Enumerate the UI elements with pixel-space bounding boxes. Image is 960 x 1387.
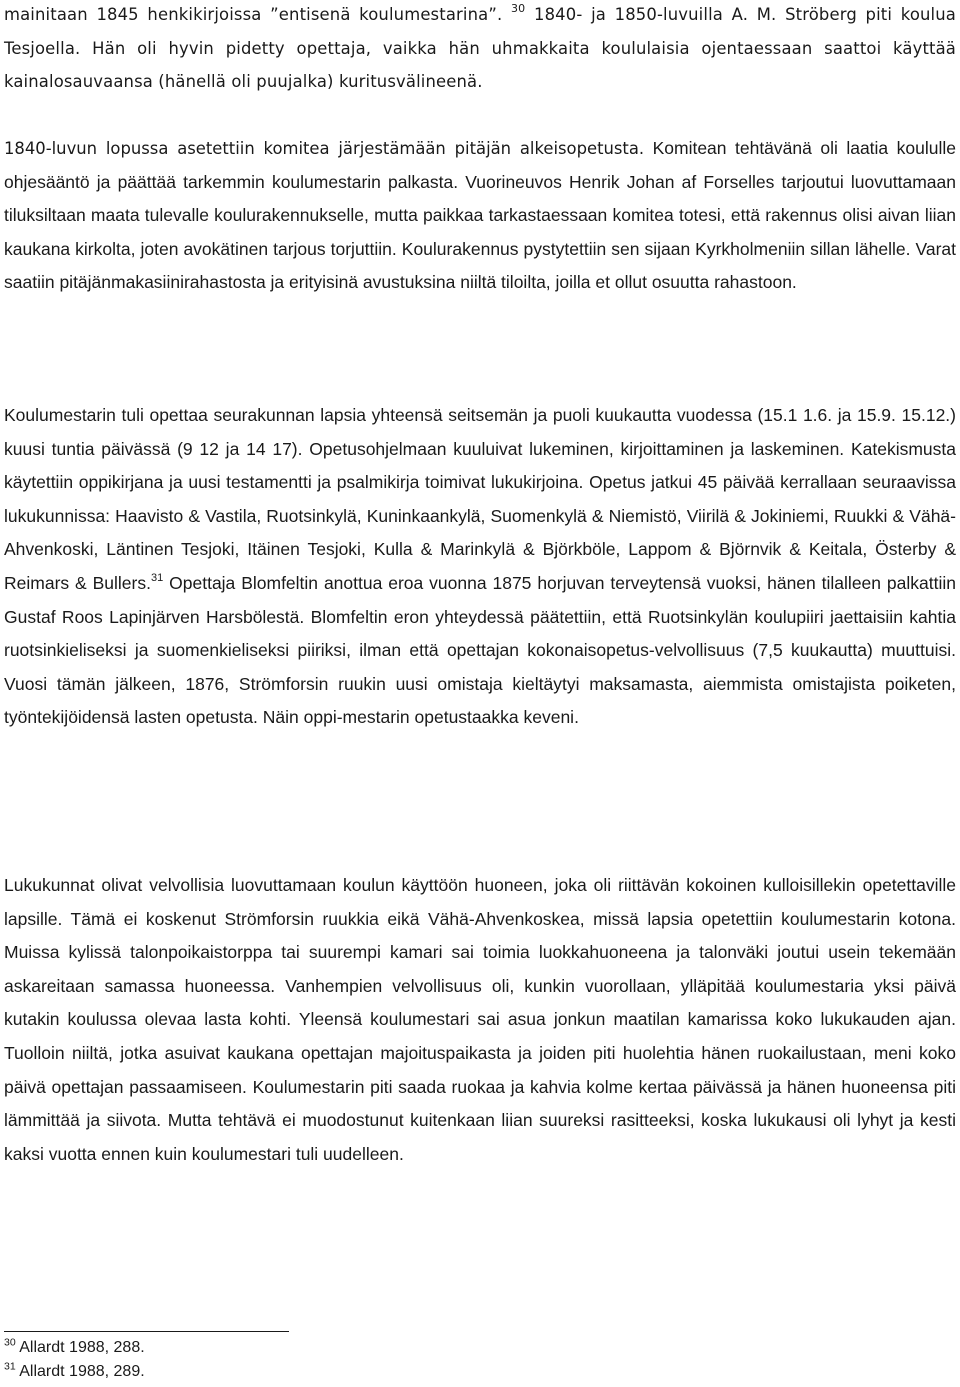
paragraph-3-text-start: Koulumestarin tuli opettaa seurakunnan lapsia yhteensä seitsemän ja puoli kuukautta vuodessa (15.1 1.6. ja 15.9. 15.12.) kuusi tuntia päivässä (9 12 ja 14 17). Opetusohjelmaan kuuluivat lukeminen, kirjoittaminen ja laskeminen. Katekismusta käytettiin oppikirjana ja uusi testamentti ja psalmikirja toimivat lukukirjoina. Opetus jatkui 45 päivää kerrallaan seuraavissa lukukunnissa: Haavisto & Vastila, Ruotsinkylä, Kuninkaankylä, Suomenkylä & Niemistö, Viirilä & Jokiniemi, Ruukki & Vähä-Ahvenkoski, Läntinen Tesjoki, Itäinen Tesjoki, Kulla & Marinkylä & Björkböle, Lappom & Björnvik & Keitala, Österby & Reimars & Bullers. <box>4 405 956 593</box>
paragraph-1-text-end: 1840- ja 1850-luvuilla A. M. Ströberg piti koulua Tesjoella. Hän oli hyvin pidetty opettaja, vaikka hän uhmakkaita koululaisia ojentaessaan saattoi käyttää kainalosauvaansa (hänellä oli puujalka) kuritusvälineenä. <box>4 5 956 92</box>
paragraph-1 <box>4 0 956 99</box>
footnote-text: Allardt 1988, 289. <box>19 1363 145 1380</box>
footnote-separator <box>4 1331 289 1332</box>
paragraph-1-text-start: mainitaan 1845 henkikirjoissa ”entisenä koulumestarina”. <box>4 5 503 24</box>
footnote-31 <box>4 1360 604 1384</box>
footnote-number: 31 <box>4 1360 16 1373</box>
footnote-30 <box>4 1336 604 1360</box>
paragraph-4-text: Lukukunnat olivat velvollisia luovuttamaan koulun käyttöön huoneen, joka oli riittävän kokoinen kulloisillekin opetettaville lapsille. Tämä ei koskenut Strömforsin ruukkia eikä Vähä-Ahvenkoskea, missä lapsia opetettiin koulumestarin kotona. Muissa kylissä talonpoikaistorppa tai suurempi kamari sai toimia luokkahuoneena ja talonväki joutui usein tekemään askareitaan samassa huoneessa. Vanhempien velvollisuus oli, kunkin vuorollaan, ylläpitää koulumestaria yksi päivä kutakin koulussa olevaa lasta kohti. Yleensä koulumestari sai asua jonkun maatilan kamarissa koko lukukauden ajan. Tuolloin niiltä, jotka asuivat kaukana opettajan majoituspaikasta ja joiden piti huolehtia hänen ruokailustaan, meni koko päivä opettajan passaamiseen. Koulumestarin piti saada ruokaa ja kahvia kolme kertaa päivässä ja hänen huoneensa piti lämmittää ja siivota. Mutta tehtävä ei muodostunut kuitenkaan liian suureksi rasitteeksi, koska lukukausi oli lyhyt ja kesti kaksi vuotta ennen kuin koulumestari tuli uudelleen. <box>4 875 956 1164</box>
footnotes <box>4 1336 604 1384</box>
paragraph-4 <box>4 869 956 1171</box>
paragraph-2-lead: 1840-luvun lopussa asetettiin komitea järjestämään pitäjän alkeisopetusta. <box>4 139 645 158</box>
footnote-text: Allardt 1988, 288. <box>19 1339 145 1356</box>
footnote-number: 30 <box>4 1336 16 1349</box>
footnote-ref-30[interactable]: 30 <box>511 1 526 15</box>
footnote-ref-31[interactable]: 31 <box>150 571 164 584</box>
paragraph-2-text: Komitean tehtävänä oli laatia koululle ohjesääntö ja päättää tarkemmin koulumestarin palkasta. Vuorineuvos Henrik Johan af Forselles tarjoutui luovuttamaan tiluksiltaan maata tulevalle koulurakennukselle, mutta paikkaa tarkastaessaan komitea totesi, että rakennus olisi aivan liian kaukana kirkolta, joten avokätinen tarjous torjuttiin. Koulurakennus pystytettiin sen sijaan Kyrkholmeniin sillan lähelle. Varat saatiin pitäjänmakasiinirahastosta ja erityisinä avustuksina niiltä tiloilta, joilla et ollut osuutta rahastoon. <box>4 138 956 293</box>
paragraph-3 <box>4 399 956 735</box>
paragraph-2 <box>4 132 956 300</box>
paragraph-3-text-end: Opettaja Blomfeltin anottua eroa vuonna 1875 horjuvan terveytensä vuoksi, hänen tilalleen palkattiin Gustaf Roos Lapinjärven Harsbölestä. Blomfeltin eron yhteydessä päätettiin, että Ruotsinkylän koulupiiri jaettaisiin kahtia ruotsinkieliseksi ja suomenkieliseksi piiriksi, ilman että opettajan kokonaisopetus-velvollisuus (7,5 kuukautta) muuttuisi. Vuosi tämän jälkeen, 1876, Strömforsin ruukin uusi omistaja kieltäytyi maksamasta, aiemmista omistajista poiketen, työntekijöidensä lasten opetusta. Näin oppi-mestarin opetustaakka keveni. <box>4 572 956 728</box>
